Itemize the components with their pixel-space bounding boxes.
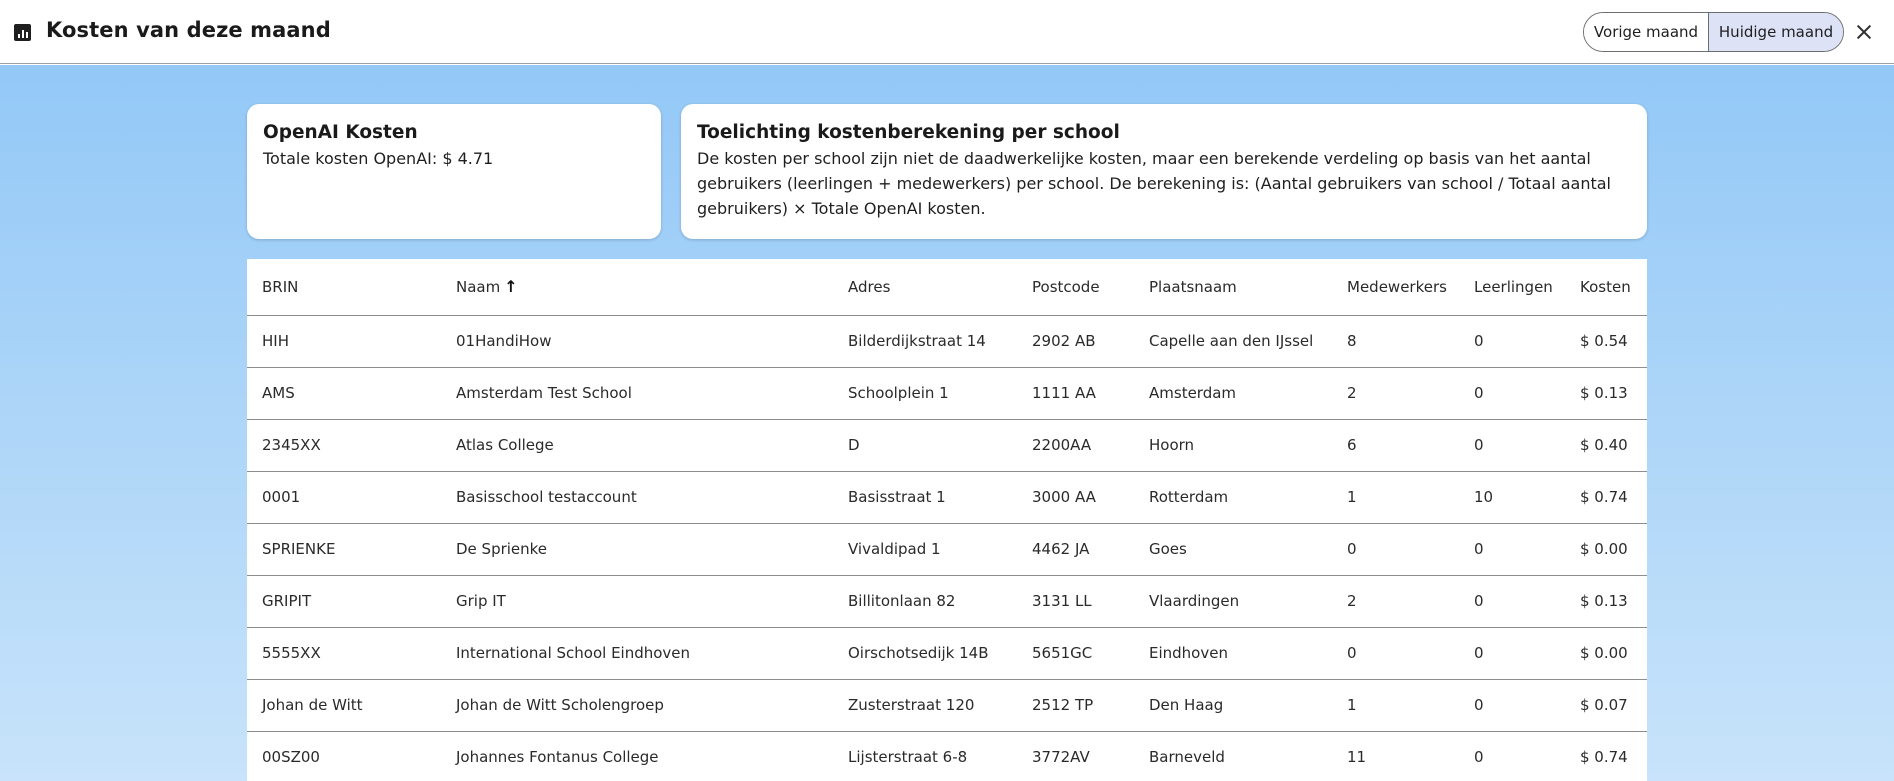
cell-adres: Billitonlaan 82	[848, 592, 956, 610]
cell-adres: Schoolplein 1	[848, 384, 949, 402]
cell-plaatsnaam: Den Haag	[1149, 696, 1224, 714]
cell-brin: AMS	[262, 384, 295, 402]
cell-naam: 01HandiHow	[456, 332, 552, 350]
cell-leerlingen: 0	[1474, 592, 1484, 610]
col-header-brin[interactable]: BRIN	[262, 277, 299, 296]
col-header-leerlingen[interactable]: Leerlingen	[1474, 277, 1553, 296]
cell-postcode: 3772AV	[1032, 748, 1090, 767]
cell-kosten: $ 0.74	[1580, 488, 1628, 506]
openai-cost-total: Totale kosten OpenAI: $ 4.71	[263, 149, 494, 168]
cell-naam: Grip IT	[456, 592, 506, 610]
cell-brin: Johan de Witt	[262, 696, 363, 714]
cell-naam: Basisschool testaccount	[456, 488, 637, 506]
cell-kosten: $ 0.74	[1580, 748, 1628, 767]
cell-postcode: 5651GC	[1032, 644, 1093, 662]
cell-brin: 0001	[262, 488, 301, 506]
col-header-kosten[interactable]: Kosten	[1580, 277, 1631, 296]
openai-cost-card	[247, 104, 661, 239]
cell-medewerkers: 1	[1347, 488, 1357, 506]
cell-medewerkers: 2	[1347, 384, 1357, 402]
cell-postcode: 3131 LL	[1032, 592, 1092, 610]
openai-cost-title: OpenAI Kosten	[263, 122, 418, 143]
cell-naam: Atlas College	[456, 436, 554, 454]
previous-month-button[interactable]: Vorige maand	[1584, 13, 1709, 51]
cell-kosten: $ 0.00	[1580, 540, 1628, 558]
cost-explanation-title: Toelichting kostenberekening per school	[697, 122, 1120, 143]
cell-medewerkers: 2	[1347, 592, 1357, 610]
cell-leerlingen: 0	[1474, 540, 1484, 558]
cell-naam: Amsterdam Test School	[456, 384, 632, 402]
cell-medewerkers: 6	[1347, 436, 1357, 454]
cell-adres: Vivaldipad 1	[848, 540, 941, 558]
cell-kosten: $ 0.13	[1580, 384, 1628, 402]
arrow-up-icon[interactable]: ↑	[504, 277, 518, 297]
cell-medewerkers: 11	[1347, 748, 1367, 767]
cell-naam: Johannes Fontanus College	[456, 748, 659, 767]
table-row[interactable]	[247, 419, 1647, 471]
cell-adres: Zusterstraat 120	[848, 696, 975, 714]
col-header-postcode[interactable]: Postcode	[1032, 277, 1100, 296]
cell-leerlingen: 0	[1474, 332, 1484, 350]
close-icon[interactable]	[1852, 20, 1876, 44]
cell-postcode: 1111 AA	[1032, 384, 1096, 402]
cell-medewerkers: 0	[1347, 644, 1357, 662]
cell-plaatsnaam: Vlaardingen	[1149, 592, 1240, 610]
table-row[interactable]	[247, 627, 1647, 679]
cell-postcode: 2512 TP	[1032, 696, 1094, 714]
col-header-naam[interactable]: Naam ↑	[456, 277, 518, 297]
current-month-button[interactable]: Huidige maand	[1709, 13, 1843, 51]
cell-brin: SPRIENKE	[262, 540, 336, 558]
cell-adres: D	[848, 436, 860, 454]
cell-brin: 2345XX	[262, 436, 321, 454]
cell-adres: Lijsterstraat 6-8	[848, 748, 968, 767]
bar-chart-icon	[14, 24, 31, 41]
cell-plaatsnaam: Goes	[1149, 540, 1187, 558]
cell-postcode: 3000 AA	[1032, 488, 1096, 506]
cell-leerlingen: 0	[1474, 384, 1484, 402]
cell-kosten: $ 0.00	[1580, 644, 1628, 662]
main-content	[0, 65, 1894, 781]
cell-leerlingen: 0	[1474, 696, 1484, 714]
col-header-medewerkers[interactable]: Medewerkers	[1347, 277, 1447, 296]
cell-brin: HIH	[262, 332, 289, 350]
cell-brin: 00SZ00	[262, 748, 320, 767]
month-toggle	[1583, 12, 1844, 52]
table-header-row	[247, 259, 1647, 315]
table-row[interactable]	[247, 731, 1647, 781]
cell-plaatsnaam: Barneveld	[1149, 748, 1225, 767]
schools-table	[247, 259, 1647, 781]
cell-leerlingen: 0	[1474, 436, 1484, 454]
table-body	[247, 315, 1647, 781]
table-row[interactable]	[247, 367, 1647, 419]
cell-kosten: $ 0.13	[1580, 592, 1628, 610]
cell-naam: De Sprienke	[456, 540, 548, 558]
col-header-adres[interactable]: Adres	[848, 277, 891, 296]
cell-adres: Oirschotsedijk 14B	[848, 644, 989, 662]
cell-medewerkers: 0	[1347, 540, 1357, 558]
cell-brin: 5555XX	[262, 644, 321, 662]
cell-postcode: 2200AA	[1032, 436, 1092, 454]
cell-medewerkers: 1	[1347, 696, 1357, 714]
cell-adres: Basisstraat 1	[848, 488, 946, 506]
table-row[interactable]	[247, 315, 1647, 367]
cell-naam: Johan de Witt Scholengroep	[456, 696, 664, 714]
cell-kosten: $ 0.54	[1580, 332, 1628, 350]
cell-brin: GRIPIT	[262, 592, 312, 610]
col-header-plaatsnaam[interactable]: Plaatsnaam	[1149, 277, 1237, 296]
cell-plaatsnaam: Hoorn	[1149, 436, 1195, 454]
cell-kosten: $ 0.07	[1580, 696, 1628, 714]
table-row[interactable]	[247, 679, 1647, 731]
cell-postcode: 4462 JA	[1032, 540, 1090, 558]
cell-leerlingen: 0	[1474, 748, 1484, 767]
cost-explanation-text: De kosten per school zijn niet de daadwerkelijke kosten, maar een berekende verdeling op basis van het aantal gebruikers (leerlingen + medewerkers) per school. De berekening is: (Aantal gebruikers van school / Totaal aantal gebruikers) × Totale OpenAI kosten.	[697, 149, 1611, 218]
cell-postcode: 2902 AB	[1032, 332, 1096, 350]
cell-leerlingen: 0	[1474, 644, 1484, 662]
cell-naam: International School Eindhoven	[456, 644, 691, 662]
cell-plaatsnaam: Amsterdam	[1149, 384, 1237, 402]
cell-plaatsnaam: Capelle aan den IJssel	[1149, 332, 1314, 350]
table-row[interactable]	[247, 523, 1647, 575]
cell-adres: Bilderdijkstraat 14	[848, 332, 986, 350]
cell-kosten: $ 0.40	[1580, 436, 1628, 454]
cell-medewerkers: 8	[1347, 332, 1357, 350]
cell-leerlingen: 10	[1474, 488, 1494, 506]
table-row[interactable]	[247, 471, 1647, 523]
top-bar	[0, 0, 1894, 64]
page-title: Kosten van deze maand	[46, 18, 331, 42]
cell-plaatsnaam: Eindhoven	[1149, 644, 1228, 662]
table-row[interactable]	[247, 575, 1647, 627]
cell-plaatsnaam: Rotterdam	[1149, 488, 1229, 506]
cost-explanation-card	[681, 104, 1647, 239]
